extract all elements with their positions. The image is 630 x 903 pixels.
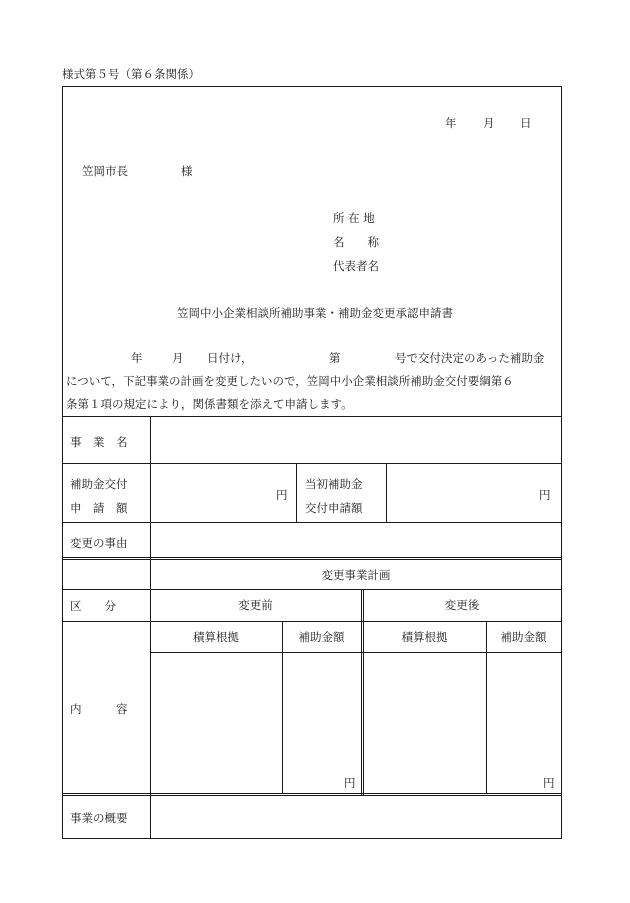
before-subsidy-text: 補助金額: [298, 629, 345, 644]
request-amount-label-2: 申 請 額: [70, 501, 128, 515]
content-label: 内 容: [70, 702, 128, 716]
body-dated: 日付け，: [207, 351, 253, 365]
addressee-name: 笠岡市長: [82, 164, 128, 178]
request-amount-yen: 円: [276, 488, 288, 502]
table-line-top: [62, 416, 562, 417]
date-year: 年: [445, 116, 457, 130]
body-line2: について，下記事業の計画を変更したいので，笠岡中小企業相談所補助金交付要綱第６: [66, 374, 514, 388]
after-header: [363, 589, 561, 621]
date-month: 月: [483, 116, 495, 130]
after-basis-text: 積算根拠: [401, 629, 448, 644]
request-amount-label-1: 補助金交付: [70, 477, 128, 491]
applicant-address-label: 所 在 地: [333, 211, 375, 225]
after-subsidy-header: [486, 621, 561, 652]
body-year: 年: [131, 351, 143, 365]
after-subsidy-text: 補助金額: [500, 629, 547, 644]
row-divider: [62, 463, 562, 464]
form-number: 様式第５号（第６条関係）: [62, 67, 200, 81]
project-name-label: 事 業 名: [70, 435, 128, 449]
outer-border-top: [62, 86, 562, 87]
date-day: 日: [520, 116, 532, 130]
before-header-text: 変更前: [238, 598, 273, 612]
document-title: 笠岡中小企業相談所補助事業・補助金変更承認申請書: [177, 306, 453, 320]
before-header: [150, 589, 361, 621]
outer-border-bottom: [62, 838, 562, 839]
row-divider: [150, 652, 562, 653]
reason-label: 変更の事由: [70, 536, 128, 550]
category-label: 区 分: [70, 599, 116, 613]
col-divider: [386, 463, 387, 522]
before-subsidy-yen: 円: [344, 776, 356, 790]
body-number-prefix: 第: [329, 351, 341, 365]
plan-header: [150, 560, 562, 589]
initial-amount-yen: 円: [539, 488, 551, 502]
after-header-text: 変更後: [444, 598, 480, 612]
applicant-rep-label: 代表者名: [333, 259, 379, 273]
row-divider: [62, 793, 562, 794]
col-divider: [296, 463, 297, 522]
applicant-name-label: 名 称: [333, 235, 379, 249]
body-line1-rest: 号で交付決定のあった補助金: [395, 351, 545, 365]
row-divider: [62, 557, 562, 558]
initial-amount-label-1: 当初補助金: [305, 477, 363, 491]
before-after-divider: [361, 589, 362, 795]
before-basis-text: 積算根拠: [193, 629, 239, 644]
before-subsidy-header: [282, 621, 361, 652]
row-divider-double: [62, 795, 562, 796]
after-basis-header: [363, 621, 486, 652]
after-subsidy-yen: 円: [543, 776, 555, 790]
body-line3: 条第１項の規定により，関係書類を添えて申請します。: [66, 397, 353, 411]
summary-label: 事業の概要: [70, 811, 128, 825]
initial-amount-label-2: 交付申請額: [305, 501, 363, 515]
body-month: 月: [172, 351, 184, 365]
plan-header-text: 変更事業計画: [321, 567, 391, 582]
addressee-honorific: 様: [181, 164, 193, 178]
before-basis-header: [150, 621, 282, 652]
row-divider: [62, 522, 562, 523]
